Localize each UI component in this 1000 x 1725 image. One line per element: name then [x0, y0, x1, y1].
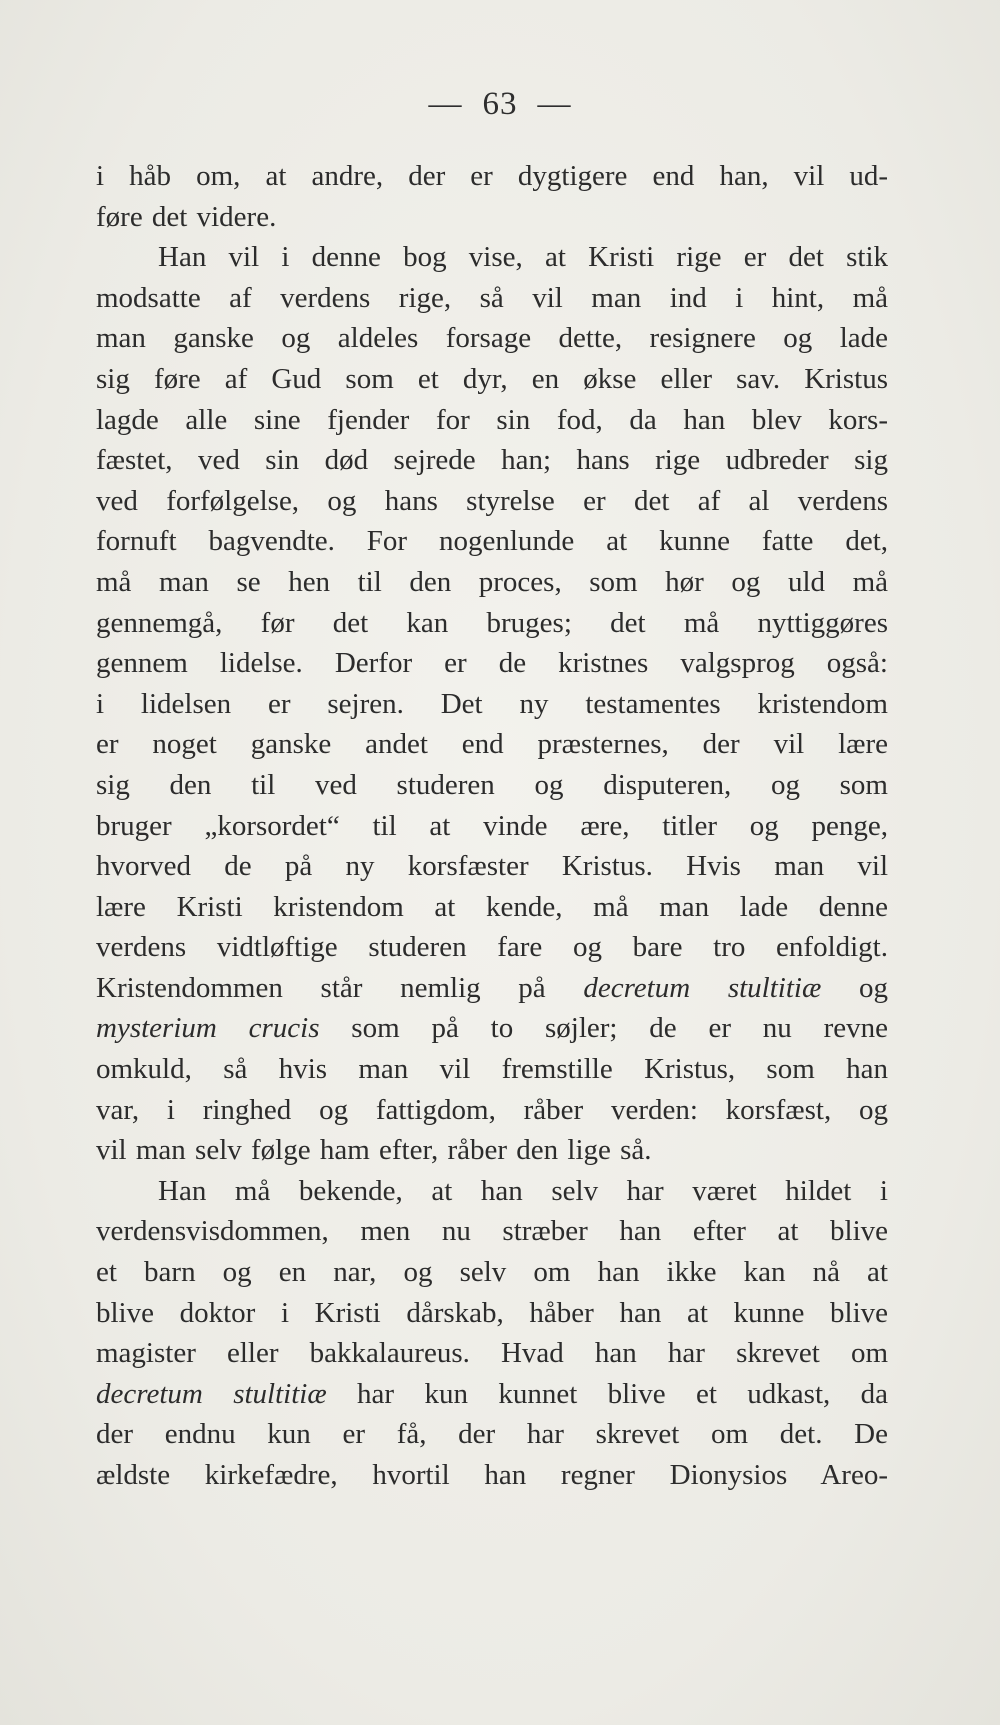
text-line: hvorved de på ny korsfæster Kristus. Hvis man vil [96, 850, 888, 883]
text-line: omkuld, så hvis man vil fremstille Kristus, som han [96, 1053, 888, 1086]
body-text [96, 156, 888, 1496]
text-line: verdensvisdommen, men nu stræber han efter at blive [96, 1215, 888, 1248]
text-line: i håb om, at andre, der er dygtigere end han, vil ud- [96, 160, 888, 192]
italic-phrase: mysterium crucis [96, 1012, 320, 1045]
text-line: man ganske og aldeles forsage dette, resignere og lade [96, 322, 888, 355]
italic-phrase: decretum stultitiæ [96, 1377, 327, 1410]
page-number-dash-left: — [428, 86, 463, 122]
text-line [96, 1374, 888, 1415]
text-line: magister eller bakkalaureus. Hvad han har skrevet om [96, 1337, 888, 1370]
text-segment: har kun kunnet blive et udkast, da [326, 1377, 888, 1410]
text-segment: og [821, 971, 888, 1004]
text-line: fæstet, ved sin død sejrede han; hans rige udbreder sig [96, 444, 888, 477]
text-line: gennem lidelse. Derfor er de kristnes valgsprog også: [96, 647, 888, 680]
text-line: må man se hen til den proces, som hør og uld må [96, 565, 888, 598]
text-line [96, 1008, 888, 1049]
text-line: sig den til ved studeren og disputeren, og som [96, 768, 888, 801]
text-line: sig føre af Gud som et dyr, en økse eller sav. Kristus [96, 362, 888, 395]
text-line: lære Kristi kristendom at kende, må man lade denne [96, 890, 888, 923]
text-line: verdens vidtløftige studeren fare og bare tro enfoldigt. [96, 931, 888, 964]
text-line: blive doktor i Kristi dårskab, håber han at kunne blive [96, 1296, 888, 1329]
page-number: 63 [482, 86, 518, 122]
text-line: bruger „korsordet“ til at vinde ære, titler og penge, [96, 809, 888, 842]
text-line: der endnu kun er få, der har skrevet om det. De [96, 1418, 888, 1451]
italic-phrase: decretum stultitiæ [583, 971, 822, 1004]
text-line: ældste kirkefædre, hvortil han regner Dionysios Areo- [96, 1459, 888, 1491]
text-line: er noget ganske andet end præsternes, der vil lære [96, 728, 888, 761]
text-line: gennemgå, før det kan bruges; det må nyttiggøres [96, 606, 888, 639]
text-line: modsatte af verdens rige, så vil man ind i hint, må [96, 281, 888, 314]
text-line [96, 968, 888, 1009]
text-line: var, i ringhed og fattigdom, råber verden: korsfæst, og [96, 1093, 888, 1126]
text-segment: Kristendommen står nemlig på [96, 971, 584, 1004]
page-number-dash-right: — [537, 86, 572, 122]
text-line: et barn og en nar, og selv om han ikke kan nå at [96, 1256, 888, 1289]
text-segment: som på to søjler; de er nu revne [319, 1012, 888, 1045]
text-line: i lidelsen er sejren. Det ny testamentes kristendom [96, 687, 888, 720]
text-line: Han må bekende, at han selv har været hildet i [158, 1174, 888, 1207]
text-line: Han vil i denne bog vise, at Kristi rige er det stik [158, 241, 888, 274]
page-number-header [0, 86, 1000, 123]
text-line: lagde alle sine fjender for sin fod, da han blev kors- [96, 403, 888, 436]
text-line: ved forfølgelse, og hans styrelse er det af al verdens [96, 484, 888, 517]
text-line: føre det videre. [96, 200, 277, 233]
text-line: vil man selv følge ham efter, råber den lige så. [96, 1134, 652, 1167]
text-line: fornuft bagvendte. For nogenlunde at kunne fatte det, [96, 525, 888, 558]
